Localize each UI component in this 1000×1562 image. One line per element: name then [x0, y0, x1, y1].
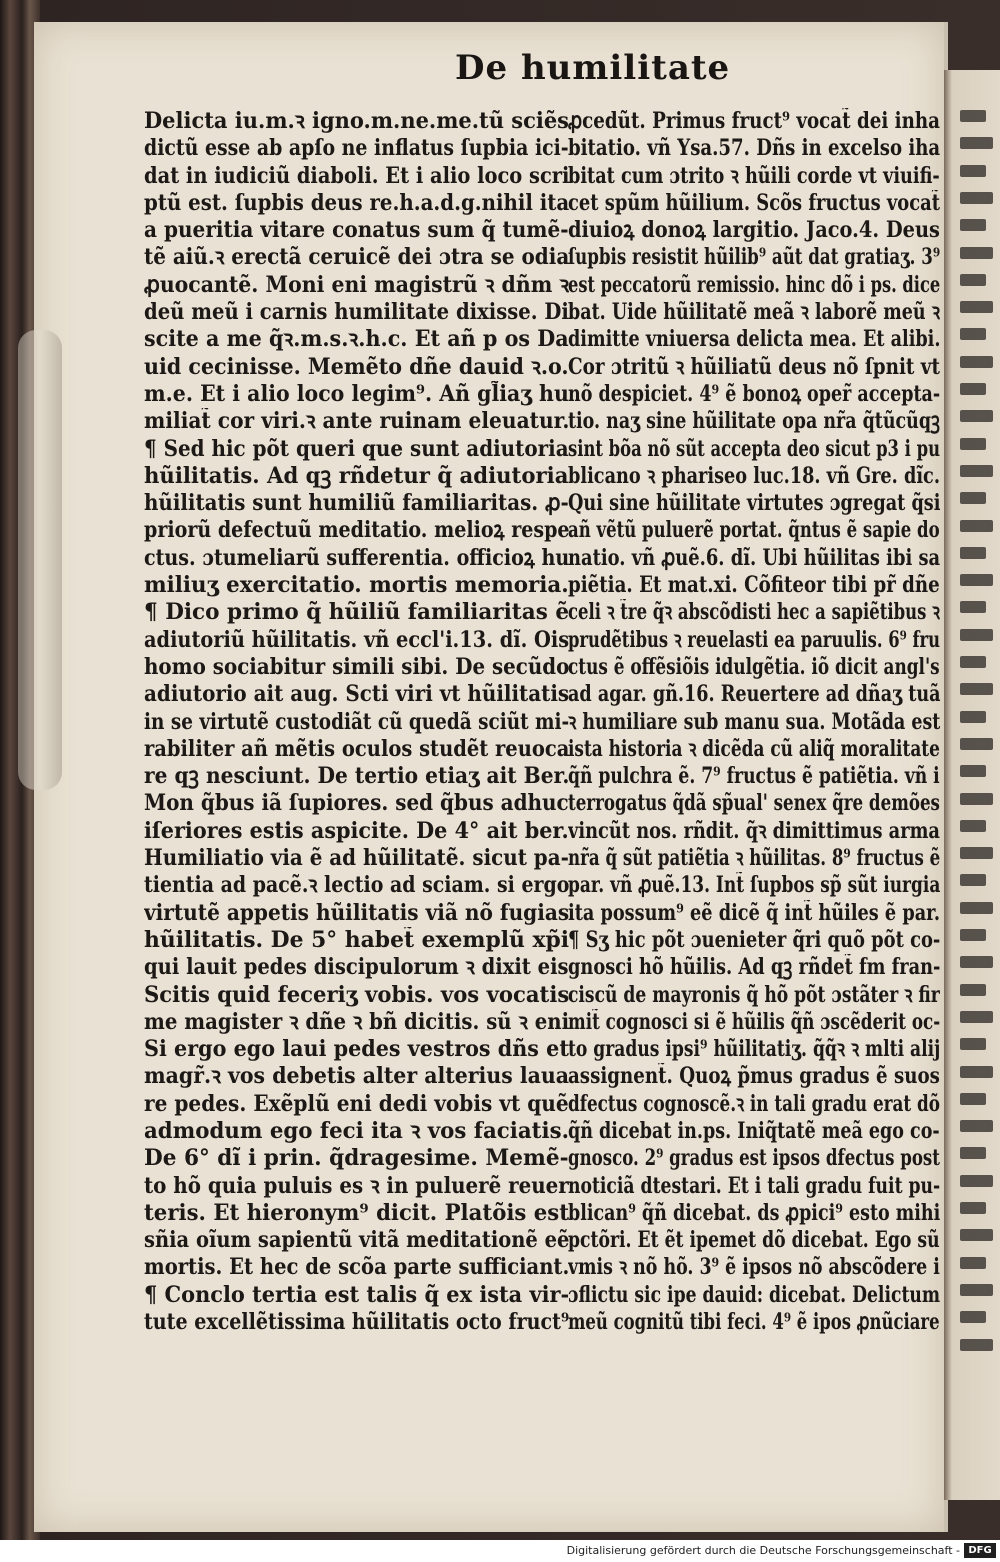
adjacent-page-line — [960, 1093, 986, 1105]
text-line: tute excellẽtissima hũilitatis octo fruct⁹ — [144, 1309, 570, 1336]
text-line: bat. Uide hũilitatẽ meã ꝛ laborẽ meũ ꝛ — [568, 299, 940, 326]
text-line: ꝛ humiliare sub manu sua. Motãda est — [568, 708, 940, 735]
adjacent-page-line — [960, 956, 993, 968]
text-line: iſeriores estis aspicite. De 4° ait ber. — [144, 817, 569, 844]
text-line: hũilitatis. De 5° habet̃ exemplũ xp̃i — [144, 926, 569, 953]
text-line: mortis. Et hec de scõa parte sufficiant. — [144, 1254, 569, 1281]
text-line: dictũ esse ab apſo ne inflatus ſupbia ici- — [144, 135, 569, 162]
text-line: ¶ Sʒ hic põt ɔuenieter q̃ri quõ põt co- — [568, 926, 941, 953]
text-line: virtutẽ appetis hũilitatis viã nõ fugias — [144, 899, 570, 926]
adjacent-page-line — [960, 165, 986, 177]
text-line: sñia oĩum sapientũ vitã meditationẽ eẽ — [144, 1227, 570, 1254]
dfg-logo: DFG — [964, 1543, 996, 1558]
text-line: deũ meũ i carnis humilitate dixisse. Di — [144, 299, 569, 326]
text-line: ptũ est. ſupbis deus re.h.a.d.g.nihil ita — [144, 189, 569, 216]
text-column-left — [144, 108, 569, 1336]
footer-credit: Digitalisierung gefördert durch die Deutsche Forschungsgemeinschaft - — [566, 1544, 960, 1557]
adjacent-page-line — [960, 629, 993, 641]
text-line: q̃ñ pulchra ẽ. 7⁹ fructus ẽ patiẽtia. vñ i — [568, 763, 940, 790]
text-line: nõ despiciet. 4⁹ ẽ bonoꝝ oper̃ accepta- — [568, 380, 940, 407]
text-line: diuioꝝ donoꝝ largitio. Jaco.4. Deus — [568, 217, 940, 244]
text-line: ꝓuocantẽ. Moni eni magistrũ ꝛ dñm ꝛ — [144, 271, 569, 298]
text-line: sint bõa nõ sũt accepta deo sicut p3 i pu — [568, 435, 940, 462]
text-line: ad agar. gñ.16. Reuertere ad dñaʒ tuã — [568, 681, 941, 708]
adjacent-page-line — [960, 356, 993, 368]
text-line: to gradus ipsi⁹ hũilitatiʒ. q̃q̃ꝛ ꝛ mlti alij — [568, 1036, 941, 1063]
adjacent-page-line — [960, 192, 993, 204]
adjacent-page-line — [960, 738, 993, 750]
adjacent-page-line — [960, 1202, 986, 1214]
text-line: uid cecinisse. Memẽto dñe dauid ꝛ.o. — [144, 353, 569, 380]
adjacent-page-line — [960, 410, 993, 422]
text-line: ista historia ꝛ dicẽda cũ aliq̃ moralitate — [568, 735, 940, 762]
adjacent-page-line — [960, 820, 986, 832]
text-line: ita possum⁹ eẽ dicẽ q̃ int̃ hũiles ẽ par. — [568, 899, 940, 926]
adjacent-page-line — [960, 137, 993, 149]
text-line: vmis ꝛ nõ hõ. 3⁹ ẽ ipsos nõ abscõdere i — [568, 1254, 940, 1281]
adjacent-page-line — [960, 1175, 993, 1187]
adjacent-page-line — [960, 110, 986, 122]
text-line: cet spũm hũilium. Scõs fructus vocat̃ — [568, 189, 940, 216]
adjacent-page-line — [960, 1284, 993, 1296]
text-line: to hõ quia puluis es ꝛ in puluerẽ reuer — [144, 1172, 569, 1199]
text-line: teris. Et hieronym⁹ dicit. Platõis est — [144, 1199, 569, 1226]
adjacent-page-line — [960, 1257, 986, 1269]
text-line: magr̃.ꝛ vos debetis alter alterius laua — [144, 1063, 569, 1090]
adjacent-page-line — [960, 793, 993, 805]
adjacent-page-line — [960, 247, 993, 259]
text-line: Si ergo ego laui pedes vestros dñs et — [144, 1036, 569, 1063]
text-line: adiutoriũ hũilitatis. vñ eccl'i.13. dĩ. Ois — [144, 626, 569, 653]
text-line: miliat̃ cor viri.ꝛ ante ruinam eleuatur. — [144, 408, 570, 435]
text-line: natio. vñ ꝓuẽ.6. dĩ. Ubi hũilitas ibi sa — [568, 544, 941, 571]
text-line: gnosci hõ hũilis. Ad qꝫ rñdet̃ fm fran- — [568, 954, 941, 981]
adjacent-page-line — [960, 383, 986, 395]
adjacent-page-line — [960, 601, 986, 613]
text-line: in se virtutẽ custodiãt cũ quedã sciũt mi- — [144, 708, 570, 735]
text-line: mit̃ cognosci si ẽ hũilis q̃ñ ɔscẽderit oc- — [568, 1008, 940, 1035]
text-line: ¶ Conclo tertia est talis q̃ ex ista vir- — [144, 1281, 570, 1308]
adjacent-page-line — [960, 902, 993, 914]
adjacent-page-line — [960, 711, 986, 723]
adjacent-page-line — [960, 874, 986, 886]
text-line: tẽ aiũ.ꝛ erectã ceruicẽ dei ɔtra se odia — [144, 244, 569, 271]
page-title: De humilitate — [455, 48, 731, 88]
text-line: blicano ꝛ phariseo luc.18. vñ Gre. dĩc. — [568, 462, 940, 489]
text-line: dat in iudiciũ diaboli. Et i alio loco scri — [144, 162, 570, 189]
adjacent-page-line — [960, 574, 993, 586]
text-line: dimitte vniuersa delicta mea. Et alibi. — [568, 326, 941, 353]
text-line: bitat cum ɔtrito ꝛ hũili corde vt viuifi- — [568, 162, 940, 189]
adjacent-page-line — [960, 984, 986, 996]
text-line: piẽtia. Et mat.xi. Cõfiteor tibi pr̃ dñe — [568, 572, 940, 599]
text-line: qui lauit pedes discipulorum ꝛ dixit eis — [144, 954, 569, 981]
text-line: ꝓcedũt. Primus fruct⁹ vocat̃ dei inha — [568, 108, 940, 134]
text-line: nr̃a q̃ sũt patiẽtia ꝛ hũilitas. 8⁹ fructus ẽ — [568, 845, 941, 872]
text-line: ¶ Dico primo q̃ hũiliũ familiaritas ẽ — [144, 599, 569, 626]
text-line: me magister ꝛ dñe ꝛ bñ dicitis. sũ ꝛ eni — [144, 1008, 569, 1035]
text-line: par. vñ ꝓuẽ.13. Int̃ ſupbos sp̃ sũt iurgia — [568, 872, 941, 899]
adjacent-page-line — [960, 656, 986, 668]
adjacent-page-line — [960, 274, 986, 286]
text-line: hũilitatis. Ad qꝫ rñdetur q̃ adiutoria — [144, 462, 569, 489]
text-line: re qꝫ nesciunt. De tertio etiaʒ ait Ber. — [144, 763, 570, 790]
text-line: añ vẽtũ puluerẽ portat. q̃ntus ẽ sapie do — [568, 517, 940, 544]
text-line: meũ cognitũ tibi feci. 4⁹ ẽ ipos ꝓnũciare — [568, 1309, 940, 1336]
text-line: rabiliter añ mẽtis oculos studẽt reuoca — [144, 735, 570, 762]
adjacent-page-line — [960, 929, 986, 941]
text-line: ciscũ de mayronis q̃ hõ põt ɔstãter ꝛ fir — [568, 981, 940, 1008]
adjacent-page-line — [960, 547, 986, 559]
text-line: Qui sine hũilitate virtutes ɔgregat q̃si — [568, 490, 941, 517]
adjacent-page-line — [960, 438, 986, 450]
adjacent-page-line — [960, 1339, 993, 1351]
adjacent-page-line — [960, 1066, 993, 1078]
adjacent-page-line — [960, 492, 986, 504]
text-line: assignent̃. Quoꝝ p̃mus gradus ẽ suos — [568, 1063, 940, 1090]
adjacent-page-line — [960, 847, 993, 859]
adjacent-page-line — [960, 301, 993, 313]
adjacent-page-line — [960, 1011, 993, 1023]
text-line: scite a me q̃ꝛ.m.s.ꝛ.h.c. Et añ p os Da — [144, 326, 569, 353]
text-line: miliuʒ exercitatio. mortis memoria. — [144, 572, 569, 599]
text-line: Mon q̃bus iã ſupiores. sed q̃bus adhuc — [144, 790, 569, 817]
adjacent-page-line — [960, 1120, 993, 1132]
adjacent-page-line — [960, 328, 986, 340]
text-line: priorũ defectuũ meditatio. melioꝝ respe — [144, 517, 570, 544]
text-line: ¶ Sed hic põt queri que sunt adiutoria — [144, 435, 569, 462]
adjacent-page-line — [960, 219, 986, 231]
text-line: bitatio. vñ Ysa.57. Dñs in excelso iha — [568, 135, 940, 162]
text-line: pctõri. Et ẽt ipemet dõ dicebat. Ego sũ — [568, 1227, 940, 1254]
text-line: admodum ego feci ita ꝛ vos faciatis. — [144, 1117, 569, 1144]
adjacent-page-line — [960, 1311, 986, 1323]
footer-bar — [0, 1540, 1000, 1562]
text-line: est peccatorũ remissio. hinc dõ i ps. dice — [568, 271, 940, 298]
text-line: hũilitatis sunt humiliũ familiaritas. ꝓ- — [144, 490, 569, 517]
text-line: blican⁹ q̃ñ dicebat. ds ꝓpici⁹ esto mihi — [568, 1199, 941, 1226]
text-column-right — [568, 108, 940, 1336]
text-line: tio. naʒ sine hũilitate opa nr̃a q̃tũcũqꝫ — [568, 408, 940, 435]
text-line: De 6° dĩ i prin. q̃dragesime. Memẽ- — [144, 1145, 569, 1172]
text-line: adiutorio ait aug. Scti viri vt hũilitatis — [144, 681, 569, 708]
adjacent-page-line — [960, 1038, 986, 1050]
text-line: celi ꝛ t̃re q̃ꝛ abscõdisti hec a sapiẽtibus ꝛ — [568, 599, 940, 626]
adjacent-page-line — [960, 465, 993, 477]
text-line: ɔflictu sic ipe dauid: dicebat. Delictum — [568, 1281, 941, 1308]
text-line: Delicta iu.m.ꝛ igno.m.ne.me.tũ sciẽs — [144, 108, 569, 134]
text-line: prudẽtibus ꝛ reuelasti ea paruulis. 6⁹ fru — [568, 626, 941, 653]
text-line: gnosco. 2⁹ gradus est ipsos dfectus post — [568, 1145, 940, 1172]
adjacent-page-line — [960, 683, 993, 695]
adjacent-page-edge — [944, 70, 1000, 1500]
adjacent-page-line — [960, 765, 986, 777]
text-line: vincũt nos. rñdit. q̃ꝛ dimittimus arma — [568, 817, 940, 844]
page-clip — [18, 330, 62, 790]
text-line: a pueritia vitare conatus sum q̃ tumẽ- — [144, 217, 569, 244]
adjacent-page-line — [960, 520, 993, 532]
text-line: Scitis quid feceriʒ vobis. vos vocatis — [144, 981, 569, 1008]
text-line: ctus. ɔtumeliarũ sufferentia. officioꝝ hu — [144, 544, 569, 571]
text-line: q̃ñ dicebat in.ps. Iniq̃tatẽ meã ego co- — [568, 1117, 940, 1144]
adjacent-page-line — [960, 1147, 986, 1159]
text-line: dfectus cognoscẽ.ꝛ in tali gradu erat dõ — [568, 1090, 940, 1117]
text-line: ctus ẽ offẽsiõis idulgẽtia. iõ dicit angl's — [568, 653, 940, 680]
text-line: tientia ad pacẽ.ꝛ lectio ad sciam. si ergo — [144, 872, 570, 899]
text-line: re pedes. Exẽplũ eni dedi vobis vt quẽ — [144, 1090, 569, 1117]
text-line: terrogatus q̃dã sp̃ual' senex q̃re demões — [568, 790, 940, 817]
adjacent-page-line — [960, 1229, 993, 1241]
text-line: ſupbis resistit hũilib⁹ aũt dat gratiaʒ. 3⁹ — [568, 244, 941, 271]
text-line: Cor ɔtritũ ꝛ hũiliatũ deus nõ ſpnit vt — [568, 353, 940, 380]
text-line: m.e. Et i alio loco legim⁹. Añ gl̃iaʒ hu — [144, 380, 569, 407]
text-line: homo sociabitur simili sibi. De secũdo — [144, 653, 570, 680]
text-line: noticiã dtestari. Et i tali gradu fuit pu- — [568, 1172, 941, 1199]
text-line: Humiliatio via ẽ ad hũilitatẽ. sicut pa- — [144, 845, 569, 872]
